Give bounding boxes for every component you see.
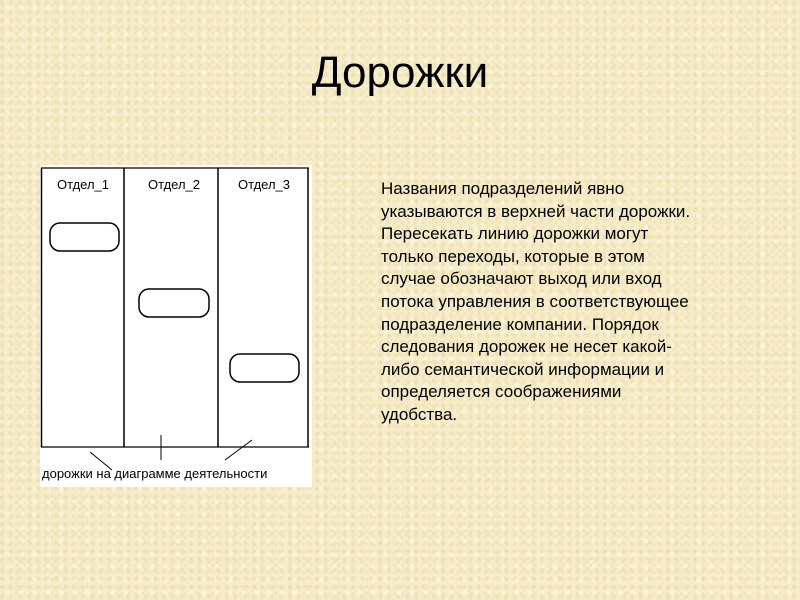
activity-state-3 <box>230 354 299 382</box>
diagram-caption: дорожки на диаграмме деятельности <box>42 466 268 481</box>
lane-label-3: Отдел_3 <box>237 177 291 192</box>
activity-state-2 <box>139 289 209 317</box>
slide-description: Названия подразделений явно указываются в верхней части дорожки. Пересекать линию дорожки могут только переходы, которые в этом случае обозначают выход или вход потока управления в соответствующее подразделение компании. Порядок следования дорожек не несет какой-либо семантической информации и определяется соображениями удобства. <box>381 179 691 424</box>
swimlane-diagram <box>40 165 312 487</box>
lane-label-2: Отдел_2 <box>147 177 201 192</box>
activity-state-1 <box>50 223 119 251</box>
pointer-line-3 <box>225 440 252 460</box>
lane-label-1: Отдел_1 <box>56 177 110 192</box>
slide-title: Дорожки <box>311 48 489 97</box>
